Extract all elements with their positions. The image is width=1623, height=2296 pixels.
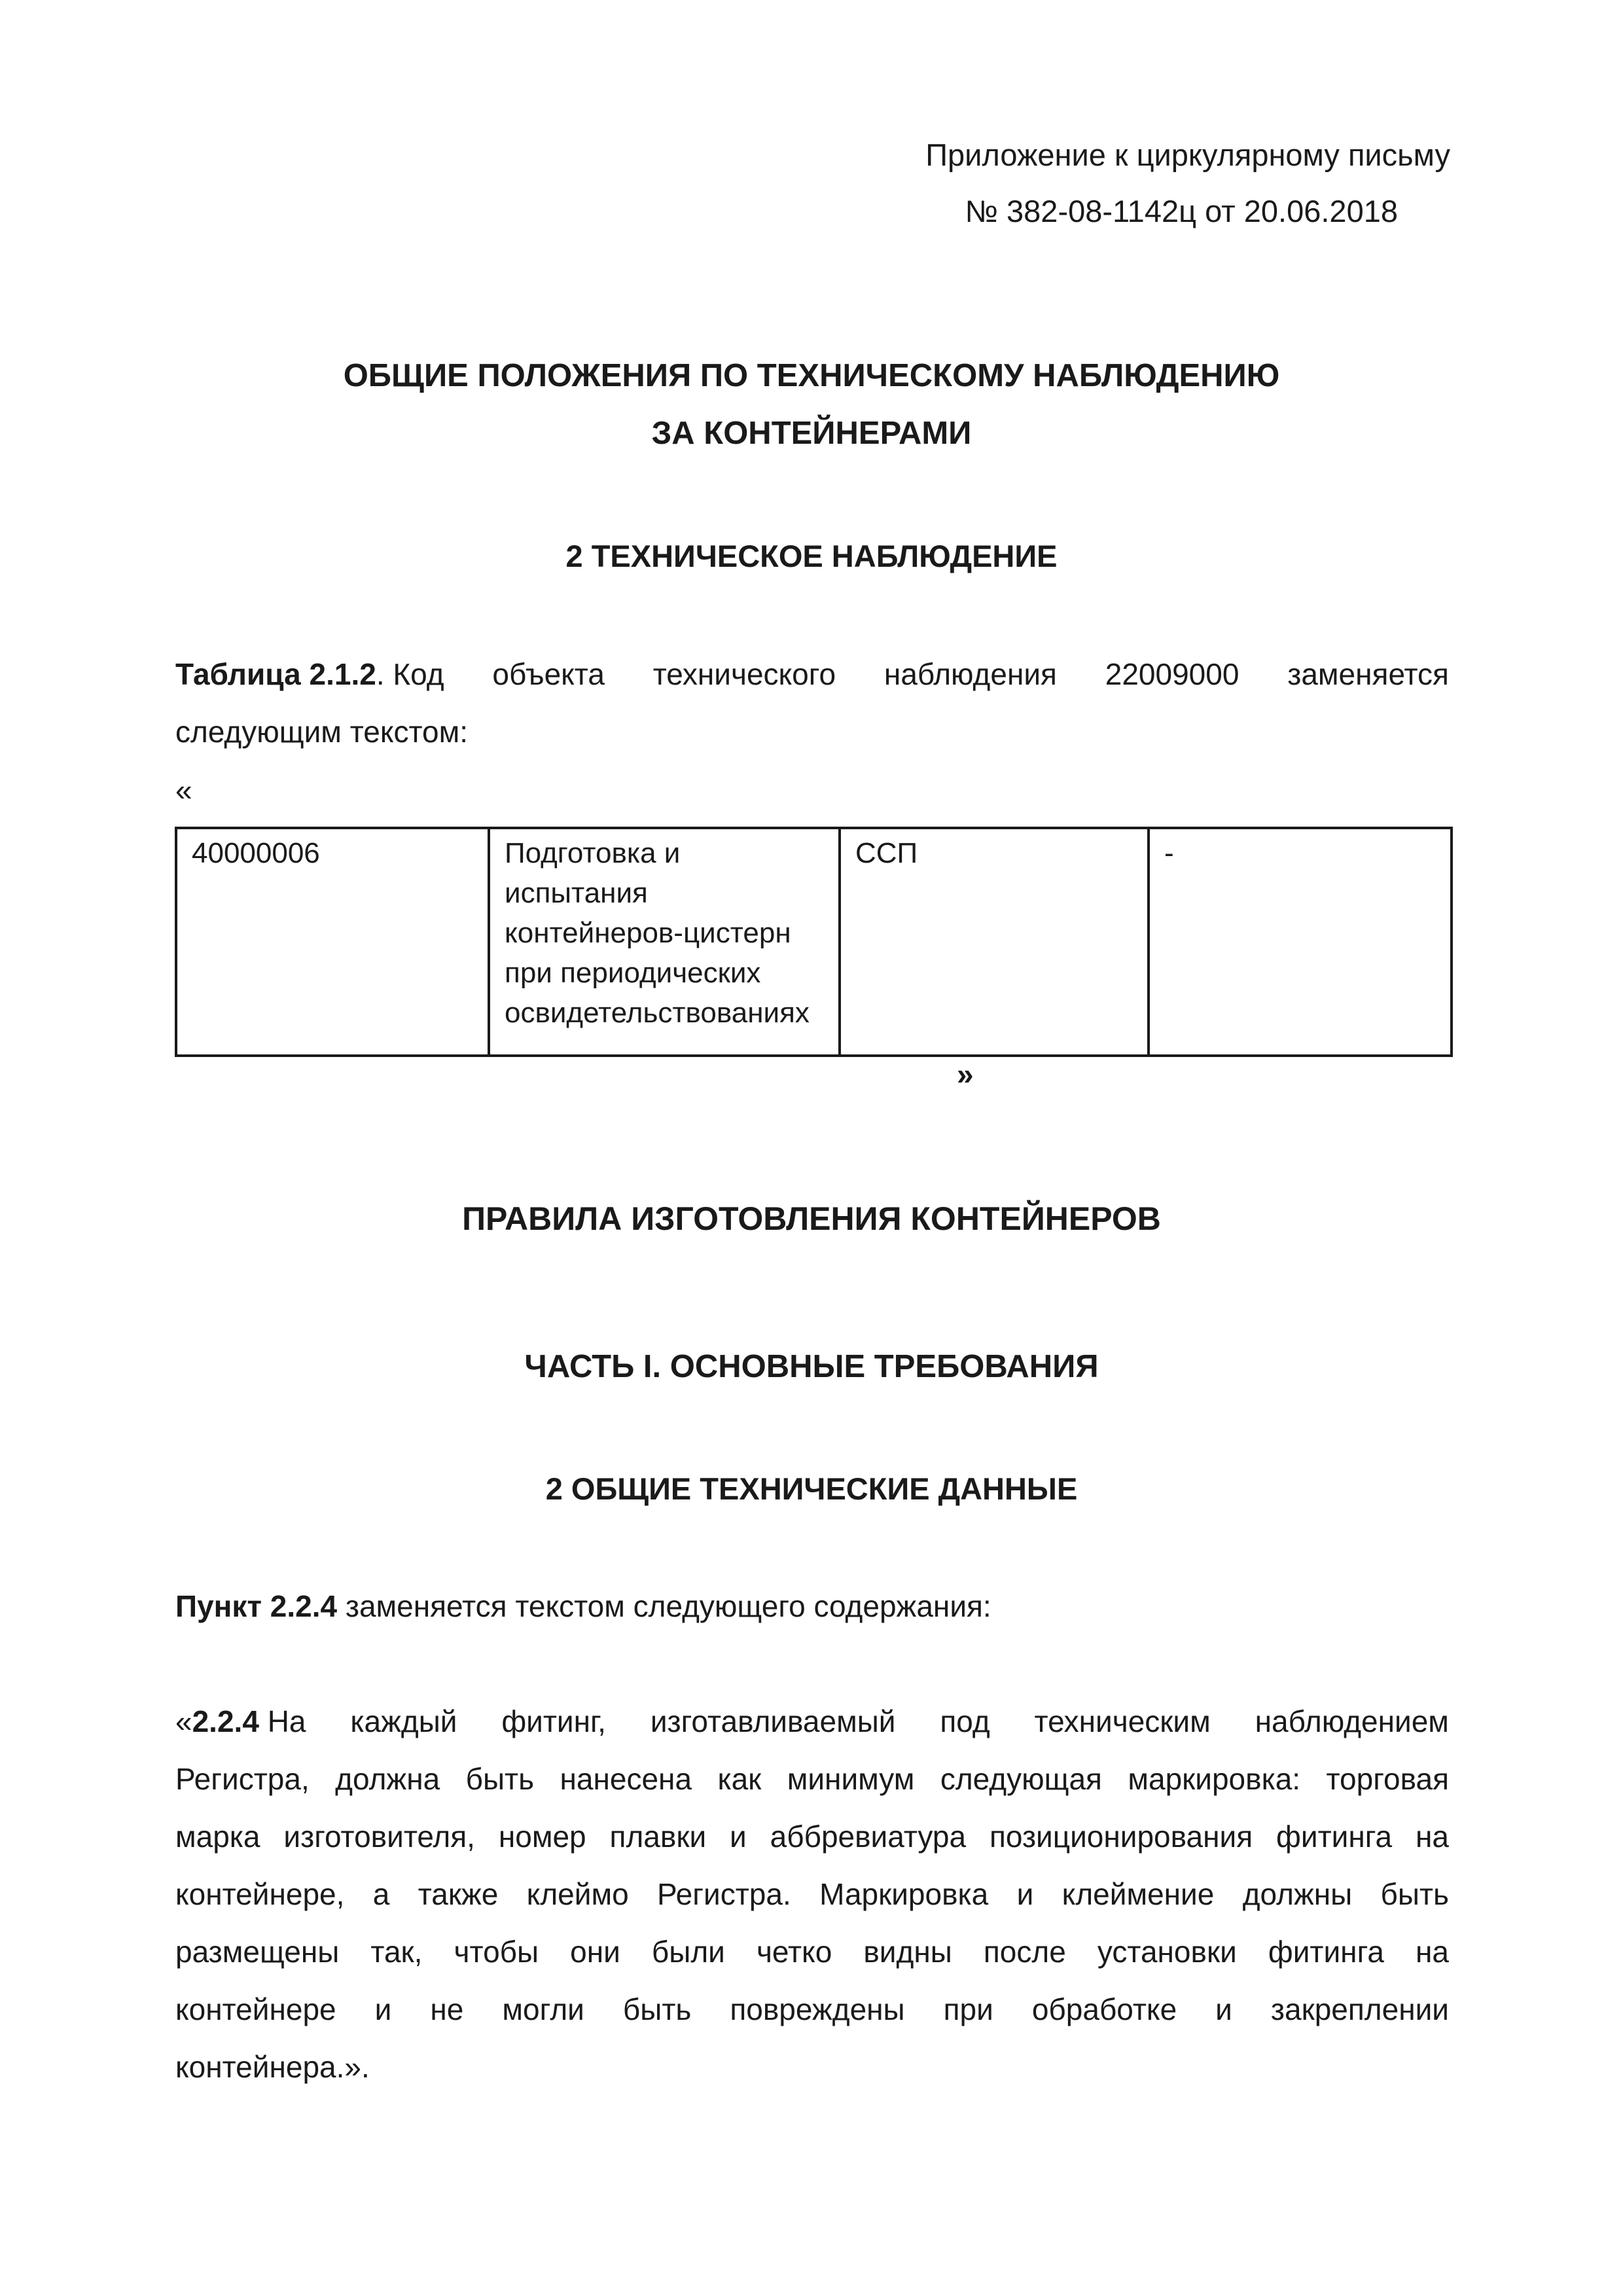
table-ref-line1: Таблица 2.1.2. Код объекта технического наблюдения 22009000 заменяется xyxy=(175,657,1449,691)
body-line-7: контейнера.». xyxy=(175,2050,370,2084)
section1-title-line1: ОБЩИЕ ПОЛОЖЕНИЯ ПО ТЕХНИЧЕСКОМУ НАБЛЮДЕНИЮ xyxy=(343,358,1280,393)
code-cell: 40000006 xyxy=(176,828,489,1056)
document-cell: ССП xyxy=(840,828,1149,1056)
section2-title: ПРАВИЛА ИЗГОТОВЛЕНИЯ КОНТЕЙНЕРОВ xyxy=(462,1200,1161,1237)
body-line-3: марка изготовителя, номер плавки и аббревиатура позиционирования фитинга на xyxy=(175,1820,1449,1854)
section1-chapter-heading: 2 ТЕХНИЧЕСКОЕ НАБЛЮДЕНИЕ xyxy=(565,539,1058,573)
annex-line-2: № 382-08-1142ц от 20.06.2018 xyxy=(965,194,1398,228)
section2-chapter-heading: 2 ОБЩИЕ ТЕХНИЧЕСКИЕ ДАННЫЕ xyxy=(545,1471,1078,1506)
code-table xyxy=(175,827,1453,1057)
body-line-5: размещены так, чтобы они были четко видны после установки фитинга на xyxy=(175,1935,1449,1969)
close-quote: » xyxy=(957,1057,974,1091)
body-line-6: контейнере и не могли быть повреждены при обработке и закреплении xyxy=(175,1992,1449,2026)
open-quote: « xyxy=(175,773,192,807)
note-cell: - xyxy=(1149,828,1452,1056)
table-ref-line2: следующим текстом: xyxy=(175,715,469,749)
table-ref-lead: Таблица 2.1.2. Код xyxy=(175,657,444,691)
body-line-4: контейнере, а также клеймо Регистра. Маркировка и клеймение должны быть xyxy=(175,1877,1449,1911)
clause-bold: Пункт 2.2.4 xyxy=(175,1589,338,1623)
clause-intro: Пункт 2.2.4 заменяется текстом следующего содержания: xyxy=(175,1589,991,1623)
table-ref-bold: Таблица 2.1.2 xyxy=(175,657,376,691)
section2-part-heading: ЧАСТЬ I. ОСНОВНЫЕ ТРЕБОВАНИЯ xyxy=(524,1349,1099,1384)
body-line-2: Регистра, должна быть нанесена как минимум следующая маркировка: торговая xyxy=(175,1762,1449,1796)
annex-header xyxy=(925,127,1450,240)
body-lead: «2.2.4 На xyxy=(175,1704,306,1738)
annex-line-1: Приложение к циркулярному письму xyxy=(925,137,1450,172)
body-line-1: «2.2.4 На каждый фитинг, изготавливаемый под техническим наблюдением xyxy=(175,1704,1449,1738)
section1-title-line2: ЗА КОНТЕЙНЕРАМИ xyxy=(651,416,972,451)
description-cell: Подготовка и испытания контейнеров-цистерн при периодических освидетельствованиях xyxy=(489,828,840,1056)
clause-number: 2.2.4 xyxy=(192,1704,259,1738)
table-row xyxy=(176,828,1452,1056)
